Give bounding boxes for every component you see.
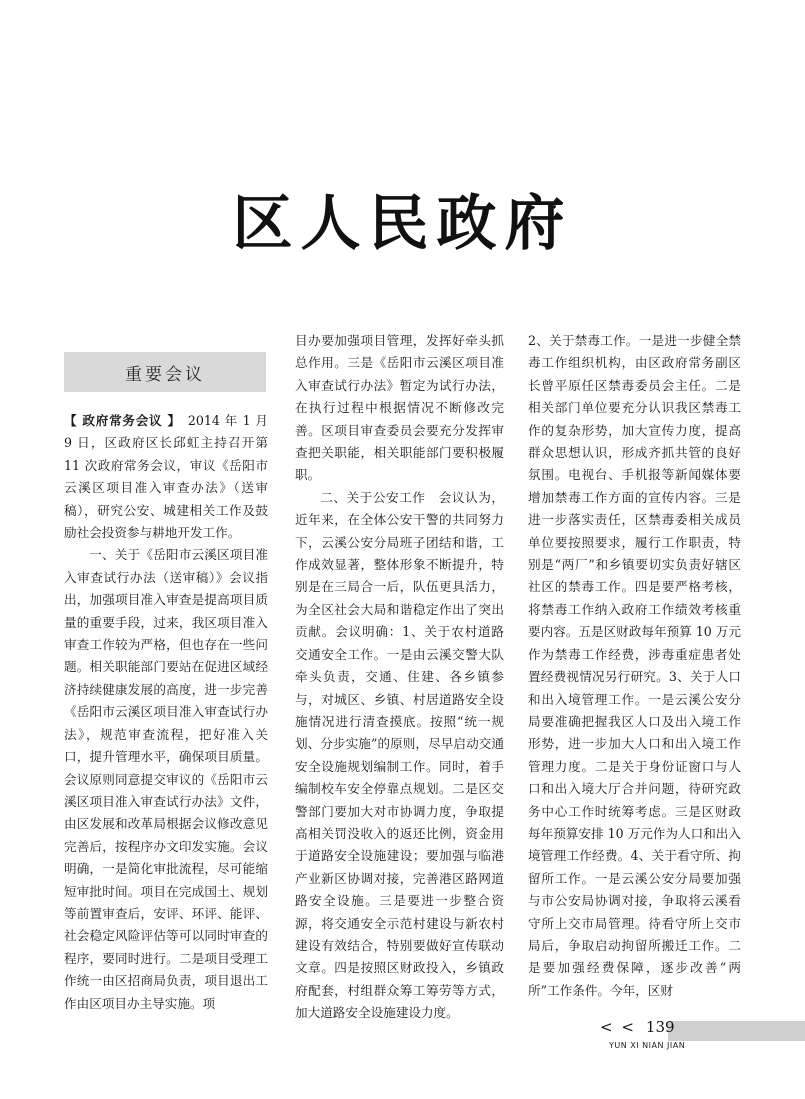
text-column-2 xyxy=(295,330,504,1070)
footer-bar xyxy=(668,1021,805,1041)
arrow-icon: < < xyxy=(600,1018,636,1036)
running-title: YUN XI NIAN JIAN xyxy=(609,1041,686,1050)
lead-paragraph xyxy=(64,410,268,544)
page-number: 139 xyxy=(645,1018,675,1036)
text-column-1 xyxy=(64,410,268,1068)
lead-tag: 【 政府常务会议 】 xyxy=(64,413,175,428)
lead-text: 2014 年 1 月 9 日，区政府区长邱虹主持召开第 11 次政府常务会议，审议《岳阳市云溪区项目准入审查办法》（送审稿），研究公安、城建相关工作及鼓励社会投资参与耕地开发工作。 xyxy=(64,413,268,541)
page-title: 区人民政府 xyxy=(232,189,573,259)
paragraph: 一、关于《岳阳市云溪区项目准入审查试行办法（送审稿）》会议指出，加强项目准入审查是提高项目质量的重要手段，过来，我区项目准入审查工作较为严格，但也存在一些问题。相关职能部门要站在促进区域经济持续健康发展的高度，进一步完善《岳阳市云溪区项目准入审查试行办法》，规范审查流程，把好准入关口，提升管理水平，确保项目质量。会议原则同意提交审议的《岳阳市云溪区项目准入审查试行办法》文件，由区发展和改革局根据会议修改意见完善后，按程序办文印发实施。会议明确，一是简化审批流程，尽可能缩短审批时间。项目在完成国土、规划等前置审查后，安评、环评、能评、社会稳定风险评估等可以同时审查的程序，要同时进行。二是项目受理工作统一由区招商局负责，项目退出工作由区项目办主导实施。项 xyxy=(64,547,268,1011)
section-heading xyxy=(64,352,266,392)
text-column-3 xyxy=(528,330,741,1070)
paragraph: 目办要加强项目管理，发挥好牵头抓总作用。三是《岳阳市云溪区项目准入审查试行办法》暂定为试行办法，在执行过程中根据情况不断修改完善。区项目审查委员会要充分发挥审查把关职能，相关职能部门要积极履职。 xyxy=(295,333,504,483)
paragraph: 二、关于公安工作 会议认为，近年来，在全体公安干警的共同努力下，云溪公安分局班子团结和谐，工作成效显著，整体形象不断提升，特别是在三局合一后，队伍更具活力，为全区社会大局和谐稳定作出了突出贡献。会议明确：1、关于农村道路交通安全工作。一是由云溪交警大队牵头负责，交通、住建、各乡镇参与，对城区、乡镇、村居道路安全设施情况进行清查摸底。按照“统一规划、分步实施”的原则，尽早启动交通安全设施规划编制工作。同时，着手编制校车安全停靠点规划。二是区交警部门要加大对市协调力度，争取提高相关罚没收入的返还比例，资金用于道路安全设施建设；要加强与临港产业新区协调对接，完善港区路网道路安全设施。三是要进一步整合资源，将交通安全示范村建设与新农村建设有效结合，特别要做好宣传联动文章。四是按照区财政投入，乡镇政府配套，村组群众筹工筹劳等方式，加大道路安全设施建设力度。 xyxy=(295,489,504,1021)
page-number-block xyxy=(600,1018,675,1036)
paragraph: 2、关于禁毒工作。一是进一步健全禁毒工作组织机构，由区政府常务副区长曾平原任区禁毒委员会主任。二是相关部门单位要充分认识我区禁毒工作的复杂形势，加大宣传力度，提高群众思想认识，形成齐抓共管的良好氛围。电视台、手机报等新闻媒体要增加禁毒工作方面的宣传内容。三是进一步落实责任，区禁毒委相关成员单位要按照要求，履行工作职责，特别是“两厂”和乡镇要切实负责好辖区社区的禁毒工作。四是要严格考核，将禁毒工作纳入政府工作绩效考核重要内容。五是区财政每年预算 10 万元作为禁毒工作经费，涉毒重症患者处置经费视情况另行研究。3、关于人口和出入境管理工作。一是云溪公安分局要准确把握我区人口及出入境工作形势，进一步加大人口和出入境工作管理力度。二是关于身份证窗口与人口和出入境大厅合并问题，待研究政务中心工作时统筹考虑。三是区财政每年预算安排 10 万元作为人口和出入境管理工作经费。4、关于看守所、拘留所工作。一是云溪公安分局要加强与市公安局协调对接，争取将云溪看守所上交市局管理。待看守所上交市局后，争取启动拘留所搬迁工作。二是要加强经费保障，逐步改善“两所”工作条件。今年，区财 xyxy=(528,333,741,998)
section-heading-label: 重要会议 xyxy=(125,364,205,385)
